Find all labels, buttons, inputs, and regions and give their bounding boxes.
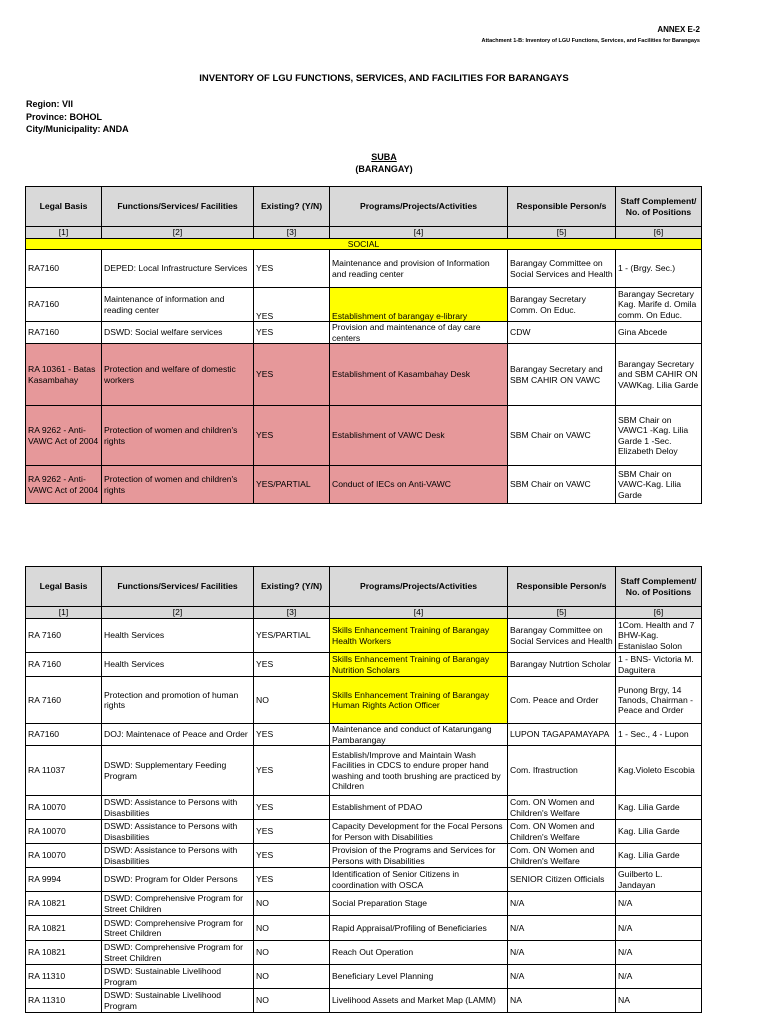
- responsible-cell: Com. ON Women and Children's Welfare: [508, 844, 616, 868]
- col-header-staff: Staff Complement/ No. of Positions: [616, 187, 702, 227]
- legal-basis-cell: RA7160: [26, 250, 102, 288]
- staff-cell: 1Com. Health and 7 BHW-Kag. Estanislao Solon: [616, 619, 702, 653]
- program-cell: Conduct of IECs on Anti-VAWC: [330, 466, 508, 504]
- responsible-cell: SBM Chair on VAWC: [508, 466, 616, 504]
- col-header-programs: Programs/Projects/Activities: [330, 567, 508, 607]
- legal-basis-cell: RA 11310: [26, 989, 102, 1013]
- program-cell: Beneficiary Level Planning: [330, 965, 508, 989]
- responsible-cell: LUPON TAGAPAMAYAPA: [508, 724, 616, 746]
- legal-basis-cell: RA 9262 - Anti-VAWC Act of 2004: [26, 406, 102, 466]
- program-cell: Establishment of Kasambahay Desk: [330, 344, 508, 406]
- program-cell: Identification of Senior Citizens in coordination with OSCA: [330, 868, 508, 892]
- col-number: [1]: [26, 227, 102, 239]
- province-label: Province: BOHOL: [26, 111, 103, 122]
- table-row: [26, 746, 702, 796]
- staff-cell: Kag. Lilia Garde: [616, 796, 702, 820]
- table-row: [26, 820, 702, 844]
- legal-basis-cell: RA 10070: [26, 796, 102, 820]
- existing-cell: NO: [254, 965, 330, 989]
- program-cell: Maintenance and provision of Information and reading center: [330, 250, 508, 288]
- table-row: [26, 619, 702, 653]
- legal-basis-cell: RA 11037: [26, 746, 102, 796]
- program-cell: Livelihood Assets and Market Map (LAMM): [330, 989, 508, 1013]
- function-cell: DSWD: Assistance to Persons with Disasbilities: [102, 820, 254, 844]
- function-cell: Protection and promotion of human rights: [102, 677, 254, 724]
- function-cell: DSWD: Sustainable Livelihood Program: [102, 965, 254, 989]
- col-header-responsible: Responsible Person/s: [508, 567, 616, 607]
- function-cell: DOJ: Maintenace of Peace and Order: [102, 724, 254, 746]
- existing-cell: YES: [254, 406, 330, 466]
- program-cell: Skills Enhancement Training of Barangay Nutrition Scholars: [330, 653, 508, 677]
- existing-cell: YES: [254, 868, 330, 892]
- responsible-cell: SENIOR Citizen Officials: [508, 868, 616, 892]
- legal-basis-cell: RA 10070: [26, 820, 102, 844]
- program-cell: Provision and maintenance of day care centers: [330, 322, 508, 344]
- program-cell: Establish/Improve and Maintain Wash Facilities in CDCS to endure proper hand washing and tooth brushing are practiced by Children: [330, 746, 508, 796]
- function-cell: DSWD: Assistance to Persons with Disasbilities: [102, 844, 254, 868]
- function-cell: Health Services: [102, 619, 254, 653]
- col-number: [4]: [330, 607, 508, 619]
- inventory-table-2: [25, 566, 702, 1013]
- function-cell: DSWD: Program for Older Persons: [102, 868, 254, 892]
- responsible-cell: N/A: [508, 892, 616, 916]
- existing-cell: YES: [254, 344, 330, 406]
- staff-cell: N/A: [616, 941, 702, 965]
- table-row: [26, 466, 702, 504]
- table-row: [26, 250, 702, 288]
- table-row: [26, 916, 702, 941]
- existing-cell: NO: [254, 916, 330, 941]
- table-row: [26, 288, 702, 322]
- legal-basis-cell: RA 7160: [26, 677, 102, 724]
- existing-cell: YES: [254, 250, 330, 288]
- legal-basis-cell: RA7160: [26, 322, 102, 344]
- col-header-existing: Existing? (Y/N): [254, 567, 330, 607]
- column-number-row: [26, 607, 702, 619]
- function-cell: DSWD: Comprehensive Program for Street Children: [102, 941, 254, 965]
- program-cell: Capacity Development for the Focal Persons for Person with Disabilities: [330, 820, 508, 844]
- function-cell: Protection of women and children's rights: [102, 406, 254, 466]
- existing-cell: YES: [254, 746, 330, 796]
- existing-cell: NO: [254, 989, 330, 1013]
- existing-cell: YES/PARTIAL: [254, 619, 330, 653]
- col-header-legal-basis: Legal Basis: [26, 187, 102, 227]
- program-cell: Establishment of PDAO: [330, 796, 508, 820]
- col-number: [6]: [616, 227, 702, 239]
- city-label: City/Municipality: ANDA: [26, 124, 129, 134]
- col-header-responsible: Responsible Person/s: [508, 187, 616, 227]
- col-number: [3]: [254, 227, 330, 239]
- function-cell: DSWD: Comprehensive Program for Street Children: [102, 892, 254, 916]
- col-header-existing: Existing? (Y/N): [254, 187, 330, 227]
- staff-cell: 1 - Sec., 4 - Lupon: [616, 724, 702, 746]
- existing-cell: NO: [254, 892, 330, 916]
- program-cell: Skills Enhancement Training of Barangay Health Workers: [330, 619, 508, 653]
- responsible-cell: Com. Ifrastruction: [508, 746, 616, 796]
- section-row-social: [26, 239, 702, 250]
- responsible-cell: Com. ON Women and Children's Welfare: [508, 820, 616, 844]
- program-cell: Maintenance and conduct of Katarungang Pambarangay: [330, 724, 508, 746]
- responsible-cell: Com. Peace and Order: [508, 677, 616, 724]
- legal-basis-cell: RA 10361 - Batas Kasambahay: [26, 344, 102, 406]
- staff-cell: N/A: [616, 965, 702, 989]
- column-number-row: [26, 227, 702, 239]
- existing-cell: YES: [254, 288, 330, 322]
- function-cell: Health Services: [102, 653, 254, 677]
- table-row: [26, 796, 702, 820]
- staff-cell: Barangay Secretary Kag. Marife d. Omila comm. On Educ.: [616, 288, 702, 322]
- function-cell: DEPED: Local Infrastructure Services: [102, 250, 254, 288]
- responsible-cell: Barangay Committee on Social Services and Health: [508, 250, 616, 288]
- col-number: [5]: [508, 227, 616, 239]
- function-cell: Maintenance of information and reading center: [102, 288, 254, 322]
- staff-cell: Barangay Secretary and SBM CAHIR ON VAWKag. Lilia Garde: [616, 344, 702, 406]
- program-cell: Social Preparation Stage: [330, 892, 508, 916]
- table-row: [26, 322, 702, 344]
- responsible-cell: Barangay Secretary Comm. On Educ.: [508, 288, 616, 322]
- table-row: [26, 941, 702, 965]
- responsible-cell: N/A: [508, 941, 616, 965]
- staff-cell: 1 - (Brgy. Sec.): [616, 250, 702, 288]
- existing-cell: YES/PARTIAL: [254, 466, 330, 504]
- existing-cell: YES: [254, 844, 330, 868]
- existing-cell: YES: [254, 653, 330, 677]
- legal-basis-cell: RA 9994: [26, 868, 102, 892]
- responsible-cell: NA: [508, 989, 616, 1013]
- responsible-cell: N/A: [508, 916, 616, 941]
- table-row: [26, 965, 702, 989]
- program-cell: Skills Enhancement Training of Barangay Human Rights Action Officer: [330, 677, 508, 724]
- staff-cell: N/A: [616, 916, 702, 941]
- responsible-cell: Com. ON Women and Children's Welfare: [508, 796, 616, 820]
- col-number: [3]: [254, 607, 330, 619]
- responsible-cell: Barangay Nutrtion Scholar: [508, 653, 616, 677]
- attachment-label: Attachment 1-B: Inventory of LGU Functions, Services, and Facilities for Barangays: [481, 38, 700, 44]
- barangay-name: SUBA: [371, 152, 397, 162]
- staff-cell: SBM Chair on VAWC1 -Kag. Lilia Garde 1 -Sec. Elizabeth Deloy: [616, 406, 702, 466]
- table-row: [26, 868, 702, 892]
- col-number: [1]: [26, 607, 102, 619]
- col-number: [5]: [508, 607, 616, 619]
- staff-cell: SBM Chair on VAWC-Kag. Lilia Garde: [616, 466, 702, 504]
- legal-basis-cell: RA 10070: [26, 844, 102, 868]
- function-cell: DSWD: Sustainable Livelihood Program: [102, 989, 254, 1013]
- col-number: [2]: [102, 607, 254, 619]
- responsible-cell: CDW: [508, 322, 616, 344]
- responsible-cell: Barangay Secretary and SBM CAHIR ON VAWC: [508, 344, 616, 406]
- existing-cell: YES: [254, 820, 330, 844]
- legal-basis-cell: RA7160: [26, 724, 102, 746]
- table-row: [26, 653, 702, 677]
- function-cell: Protection of women and children's rights: [102, 466, 254, 504]
- document-title: INVENTORY OF LGU FUNCTIONS, SERVICES, AND FACILITIES FOR BARANGAYS: [199, 73, 569, 84]
- barangay-label: (BARANGAY): [355, 164, 413, 174]
- existing-cell: NO: [254, 677, 330, 724]
- function-cell: Protection and welfare of domestic workers: [102, 344, 254, 406]
- responsible-cell: SBM Chair on VAWC: [508, 406, 616, 466]
- legal-basis-cell: RA 7160: [26, 653, 102, 677]
- legal-basis-cell: RA 10821: [26, 941, 102, 965]
- table-row: [26, 844, 702, 868]
- function-cell: DSWD: Comprehensive Program for Street Children: [102, 916, 254, 941]
- col-number: [4]: [330, 227, 508, 239]
- existing-cell: YES: [254, 322, 330, 344]
- table-row: [26, 724, 702, 746]
- responsible-cell: Barangay Committee on Social Services and Health: [508, 619, 616, 653]
- col-header-functions: Functions/Services/ Facilities: [102, 187, 254, 227]
- program-cell: Rapid Appraisal/Profiling of Beneficiaries: [330, 916, 508, 941]
- section-label: SOCIAL: [26, 239, 702, 250]
- staff-cell: 1 - BNS- Victoria M. Daguitera: [616, 653, 702, 677]
- legal-basis-cell: RA 10821: [26, 916, 102, 941]
- col-number: [6]: [616, 607, 702, 619]
- legal-basis-cell: RA 7160: [26, 619, 102, 653]
- legal-basis-cell: RA 9262 - Anti-VAWC Act of 2004: [26, 466, 102, 504]
- program-cell: Establishment of barangay e-library: [330, 288, 508, 322]
- function-cell: DSWD: Assistance to Persons with Disasbilities: [102, 796, 254, 820]
- table-row: [26, 677, 702, 724]
- legal-basis-cell: RA7160: [26, 288, 102, 322]
- program-cell: Establishment of VAWC Desk: [330, 406, 508, 466]
- program-cell: Reach Out Operation: [330, 941, 508, 965]
- legal-basis-cell: RA 11310: [26, 965, 102, 989]
- program-cell: Provision of the Programs and Services for Persons with Disabilities: [330, 844, 508, 868]
- table-row: [26, 406, 702, 466]
- function-cell: DSWD: Social welfare services: [102, 322, 254, 344]
- legal-basis-cell: RA 10821: [26, 892, 102, 916]
- table-row: [26, 344, 702, 406]
- col-header-functions: Functions/Services/ Facilities: [102, 567, 254, 607]
- staff-cell: Gina Abcede: [616, 322, 702, 344]
- existing-cell: YES: [254, 724, 330, 746]
- staff-cell: Kag. Lilia Garde: [616, 844, 702, 868]
- staff-cell: NA: [616, 989, 702, 1013]
- annex-label: ANNEX E-2: [657, 25, 700, 34]
- barangay-heading: [0, 151, 768, 175]
- existing-cell: YES: [254, 796, 330, 820]
- staff-cell: N/A: [616, 892, 702, 916]
- inventory-table-1: [25, 186, 702, 504]
- col-header-programs: Programs/Projects/Activities: [330, 187, 508, 227]
- staff-cell: Kag.Violeto Escobia: [616, 746, 702, 796]
- responsible-cell: N/A: [508, 965, 616, 989]
- region-label: Region: VII: [26, 99, 73, 109]
- col-header-staff: Staff Complement/ No. of Positions: [616, 567, 702, 607]
- table-row: [26, 989, 702, 1013]
- staff-cell: Kag. Lilia Garde: [616, 820, 702, 844]
- staff-cell: Punong Brgy, 14 Tanods, Chairman - Peace and Order: [616, 677, 702, 724]
- col-number: [2]: [102, 227, 254, 239]
- staff-cell: Guilberto L. Jandayan: [616, 868, 702, 892]
- function-cell: DSWD: Supplementary Feeding Program: [102, 746, 254, 796]
- table-row: [26, 892, 702, 916]
- col-header-legal-basis: Legal Basis: [26, 567, 102, 607]
- existing-cell: NO: [254, 941, 330, 965]
